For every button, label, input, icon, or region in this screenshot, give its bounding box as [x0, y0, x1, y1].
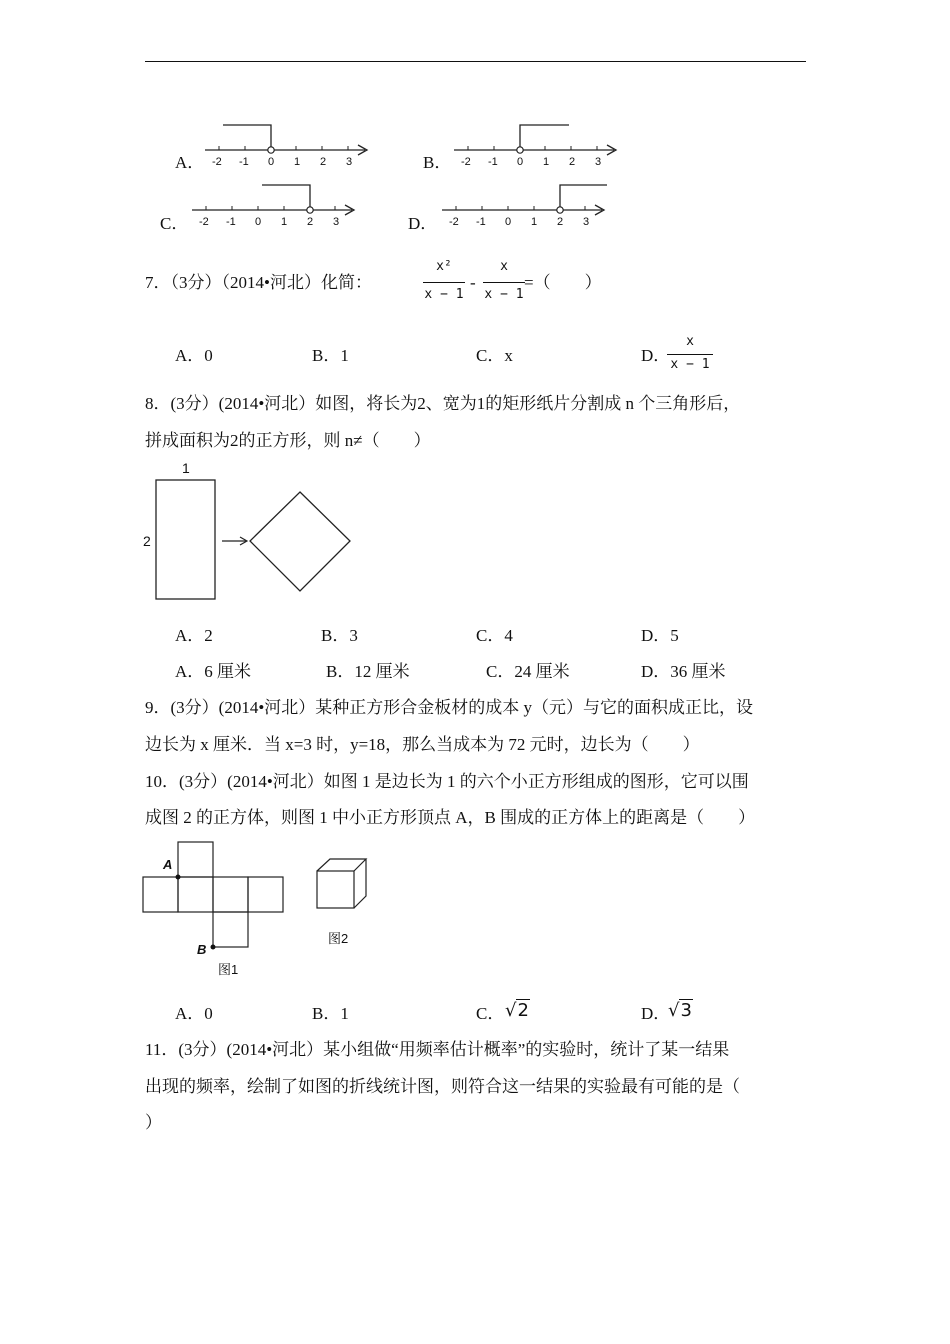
tick-label: -2: [212, 156, 222, 168]
q7-option-a[interactable]: A．0: [175, 346, 213, 365]
header-rule: [145, 61, 806, 62]
tick-label: -2: [199, 216, 209, 228]
q8-figure: [150, 475, 360, 605]
q11-line-2: 出现的频率，绘制了如图的折线统计图，则符合这一结果的实验最有可能的是（: [145, 1077, 740, 1096]
tick-label: 1: [281, 216, 288, 228]
q11-line-1: 11．(3分）(2014•河北）某小组做“用频率估计概率”的实验时，统计了某一结果: [145, 1040, 730, 1059]
q8-option-a[interactable]: A．2: [175, 626, 213, 645]
tick-label: -2: [461, 156, 471, 168]
sqrt-icon: √: [505, 1000, 517, 1021]
frac-numerator: x: [686, 334, 694, 349]
tick-label: -1: [476, 216, 486, 228]
rectangle-shape: [156, 480, 215, 599]
q7-option-c[interactable]: C．x: [476, 346, 513, 365]
frac-denominator: x − 1: [670, 357, 710, 372]
q7-fraction-1: [423, 257, 465, 307]
frac-numerator: x²: [436, 259, 452, 274]
q11-line-3: ）: [145, 1113, 162, 1132]
tick-label: 2: [320, 156, 327, 168]
q10-figure-2-cube: [314, 858, 374, 913]
numberline-d: [442, 180, 612, 240]
tick-label: -1: [239, 156, 249, 168]
q7-tail: =（ ）: [524, 273, 602, 292]
point-b-label: B: [197, 942, 207, 957]
tick-label: 1: [543, 156, 550, 168]
numberline-c: [192, 180, 362, 240]
q8-line-1: 8．(3分）(2014•河北）如图，将长为2、宽为1的矩形纸片分割成 n 个三角形后，: [145, 394, 741, 413]
q8-option-b[interactable]: B．3: [321, 626, 358, 645]
q8-option-c[interactable]: C．4: [476, 626, 513, 645]
q9-option-d[interactable]: D．36 厘米: [641, 662, 726, 681]
point-a-dot: [176, 875, 181, 880]
option-b-label: B．: [423, 153, 452, 172]
q10-option-a[interactable]: A．0: [175, 1004, 213, 1023]
radicand: 3: [680, 1000, 692, 1021]
q9-option-b[interactable]: B．12 厘米: [326, 662, 410, 681]
tick-label: 2: [569, 156, 576, 168]
tick-label: 0: [517, 156, 524, 168]
sqrt-icon: √: [668, 1000, 680, 1021]
numberline-a: [205, 120, 375, 180]
q8-figure-top-label: 1: [182, 460, 190, 476]
q10-line-2: 成图 2 的正方体，则图 1 中小正方形顶点 A，B 围成的正方体上的距离是（ ）: [145, 808, 756, 827]
option-d-label: D．: [408, 214, 438, 233]
tick-label: 3: [333, 216, 340, 228]
q9-line-1: 9．(3分）(2014•河北）某种正方形合金板材的成本 y（元）与它的面积成正比，设: [145, 698, 754, 717]
q8-line-2: 拼成面积为2的正方形，则 n≠（ ）: [145, 431, 431, 450]
q10-option-d-label[interactable]: D．: [641, 1004, 671, 1023]
frac-denominator: x − 1: [484, 287, 524, 302]
q7-fraction-2: [483, 257, 525, 307]
tick-label: 0: [268, 156, 275, 168]
q7-option-d-label[interactable]: D．: [641, 346, 671, 365]
tick-label: 1: [294, 156, 301, 168]
q8-option-d[interactable]: D．5: [641, 626, 679, 645]
q9-line-2: 边长为 x 厘米．当 x=3 时，y=18，那么当成本为 72 元时，边长为（ ）: [145, 735, 700, 754]
q7-stem: 7．（3分）（2014•河北）化简：: [145, 273, 372, 292]
tick-label: 3: [583, 216, 590, 228]
figure-2-caption: 图2: [328, 931, 349, 946]
frac-numerator: x: [500, 259, 508, 274]
tick-label: 3: [346, 156, 353, 168]
option-a-label: A．: [175, 153, 205, 172]
tick-label: 3: [595, 156, 602, 168]
q7-option-b[interactable]: B．1: [312, 346, 349, 365]
q10-option-d-radical: [668, 1000, 693, 1021]
q10-option-b[interactable]: B．1: [312, 1004, 349, 1023]
option-c-label: C．: [160, 214, 189, 233]
tick-label: -1: [488, 156, 498, 168]
numberline-b: [454, 120, 624, 180]
radicand: 2: [517, 1000, 529, 1021]
point-a-label: A: [163, 857, 173, 872]
square-shape: [250, 492, 350, 591]
tick-label: 0: [505, 216, 512, 228]
q8-figure-side-label: 2: [143, 533, 151, 549]
tick-label: 1: [531, 216, 538, 228]
tick-label: 2: [307, 216, 314, 228]
q9-option-a[interactable]: A．6 厘米: [175, 662, 252, 681]
tick-label: -1: [226, 216, 236, 228]
q7-minus: -: [470, 273, 476, 292]
frac-denominator: x − 1: [424, 287, 464, 302]
point-b-dot: [211, 945, 216, 950]
tick-label: 2: [557, 216, 564, 228]
figure-1-caption: 图1: [218, 962, 239, 977]
q10-option-c-radical: [505, 1000, 530, 1021]
tick-label: -2: [449, 216, 459, 228]
tick-label: 0: [255, 216, 262, 228]
q7-option-d-fraction: [667, 333, 713, 377]
q9-option-c[interactable]: C．24 厘米: [486, 662, 570, 681]
q10-option-c-label[interactable]: C．: [476, 1004, 505, 1023]
q10-line-1: 10．(3分）(2014•河北）如图 1 是边长为 1 的六个小正方形组成的图形，它可以围: [145, 772, 749, 791]
